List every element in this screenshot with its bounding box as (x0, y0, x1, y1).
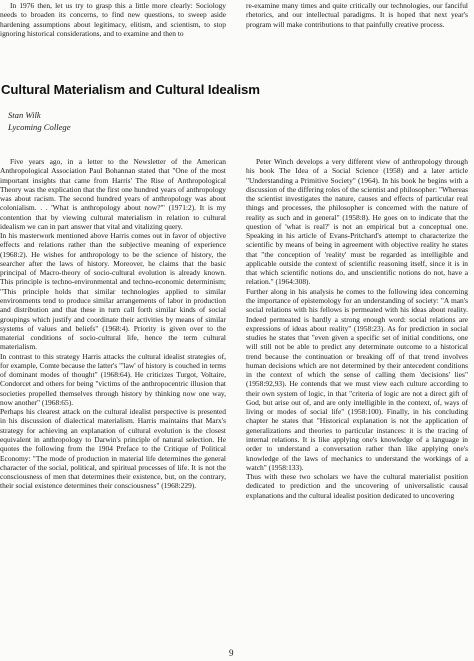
body-paragraph: In his masterwork mentioned above Harris comes out in favor of objective effects and relations rather than the subjective meaning of experience (1968:2). He wishes for anthropology to be the science of history, the searcher after the laws of history. Moreover, he claims that the basic principal of Macro-theory of socio-cultural evolution is already known. This principle is techno-environmental and techno-economic determinism; "This principle holds that similar technologies applied to similar environments tend to produce similar arrangements of labor in production and distribution and that these in turn call forth similar kinds of social groupings which justify and coordinate their activities by means of similar systems of values and beliefs" (1968:4). Priority is given over to the material conditions of socio-cultural life, hence the term cultural materialism. (0, 231, 226, 352)
continuation-paragraph: re-examine many times and quite critically our technologies, our fanciful rhetorics, and our intellectual paradigms. It is hoped that next year's program will make contributions to that painfully creative process. (246, 1, 468, 29)
left-text-column (0, 157, 226, 491)
right-text-column (246, 157, 468, 500)
previous-article-continuation-left (0, 1, 226, 38)
body-paragraph: In contrast to this strategy Harris attacks the cultural idealist strategies of, for example, Comte because the latter's "'law' of history is couched in terms of dominant modes of thought" (1968:64). He criticizes Turgot, Voltaire, Condorcet and others for being "victims of the anthropocentric illusion that societies propelled themselves through history by thinking now one way, now another" (1968:65). (0, 351, 226, 407)
continuation-paragraph: In 1976 then, let us try to grasp this a little more clearly: Sociology needs to broaden its concerns, to find new questions, to sweep aside hardening assumptions about legitimacy, elitism, and scientism, to stop ignoring historical considerations, and to examine and then to (0, 1, 226, 38)
author-affiliation: Lycoming College (8, 122, 71, 132)
body-paragraph: Peter Winch develops a very different view of anthropology through his book The Idea of a Social Science (1958) and a later article "Understanding a Primitive Society" (1964). In his book he begins with a discussion of the differing roles of the scientist and philosopher: "Whereas the scientist investigates the nature, causes and effects of particular real things and processes, the philosopher is concerned with the nature of reality as such and in general" (1958:8). He goes on to indicate that the question of 'what is real?' is not an empirical but a conceptual one. Speaking in his article of Evans-Pritchard's attempt to characterize the scientific by means of being in agreement with objective reality he states that "the conception of 'reality' must be regarded as intelligible and applicable outside the context of scientific reasoning itself, since it is in that which scientific notions do, and unscientific notions do not, have a relation." (1964:308). (246, 157, 468, 287)
body-paragraph: Thus with these two scholars we have the cultural materialist position dedicated to prediction and the uncovering of universalistic causal explanations and the cultural idealist position dedicated to uncovering (246, 472, 468, 500)
previous-article-continuation-right (246, 1, 468, 29)
body-paragraph: Perhaps his clearest attack on the cultural idealist perspective is presented in his discussion of dialectical materialism. Harris maintains that Marx's strategy for achieving an explanation of cultural evolution is the closest equivalent in anthropology to Darwin's principle of natural selection. He quotes the following from the 1904 Preface to the Critique of Political Economy: "The mode of production in material life determines the general character of the social, political, and spiritual processes of life. It is not the consciousness of men that determines their existence, but, on the contrary, their social existence determines their consciousness" (1968:229). (0, 407, 226, 491)
body-paragraph: Five years ago, in a letter to the Newsletter of the American Anthropological Association Paul Bohannan stated that "One of the most important insights that came from Harris' The Rise of Anthropological Theory was the explication that the first one hundred years of anthropology was about racism. The second hundred years of anthropology was about colonialism. . . 'What is anthropology about now?'" (1971:2). It is my contention that by viewing cultural materialism in relation to cultural idealism we can in part answer that vital and vitalizing query. (0, 157, 226, 231)
body-paragraph: Further along in his analysis he comes to the following idea concerning the importance of epistemology for an understanding of society: "A man's social relations with his fellows is permeated with his ideas about reality. Indeed permeated is hardly a strong enough word: social relations are expressions of ideas about reality" (1958:23). As for prediction in social studies he states that "even given a specific set of initial conditions, one will still not be able to predict any determinate outcome to a historical trend because the continuation or breaking off of that trend involves human decisions which are not determined by their antecedent conditions in the context of which the sense of calling them 'decisions' lies" (1958:92,93). He contends that we must view each culture according to their own system of logic, in that "criteria of logic are not a direct gift of God, but arise out of, and are only intelligible in the context, of, ways of living or modes of social life" (1958:100). Finally, in his concluding chapter he states that "Historical explanation is not the application of generalizations and theories to particular instances: it is the tracing of internal relations. It is like applying one's knowledge of a language in order to understand a conversation rather than like applying one's knowledge of the laws of mechanics to understand the workings of a watch" (1958:133). (246, 286, 468, 472)
article-title: Cultural Materialism and Cultural Idealism (1, 82, 260, 97)
article-author: Stan Wilk (8, 110, 41, 120)
page-number: 9 (229, 648, 234, 658)
